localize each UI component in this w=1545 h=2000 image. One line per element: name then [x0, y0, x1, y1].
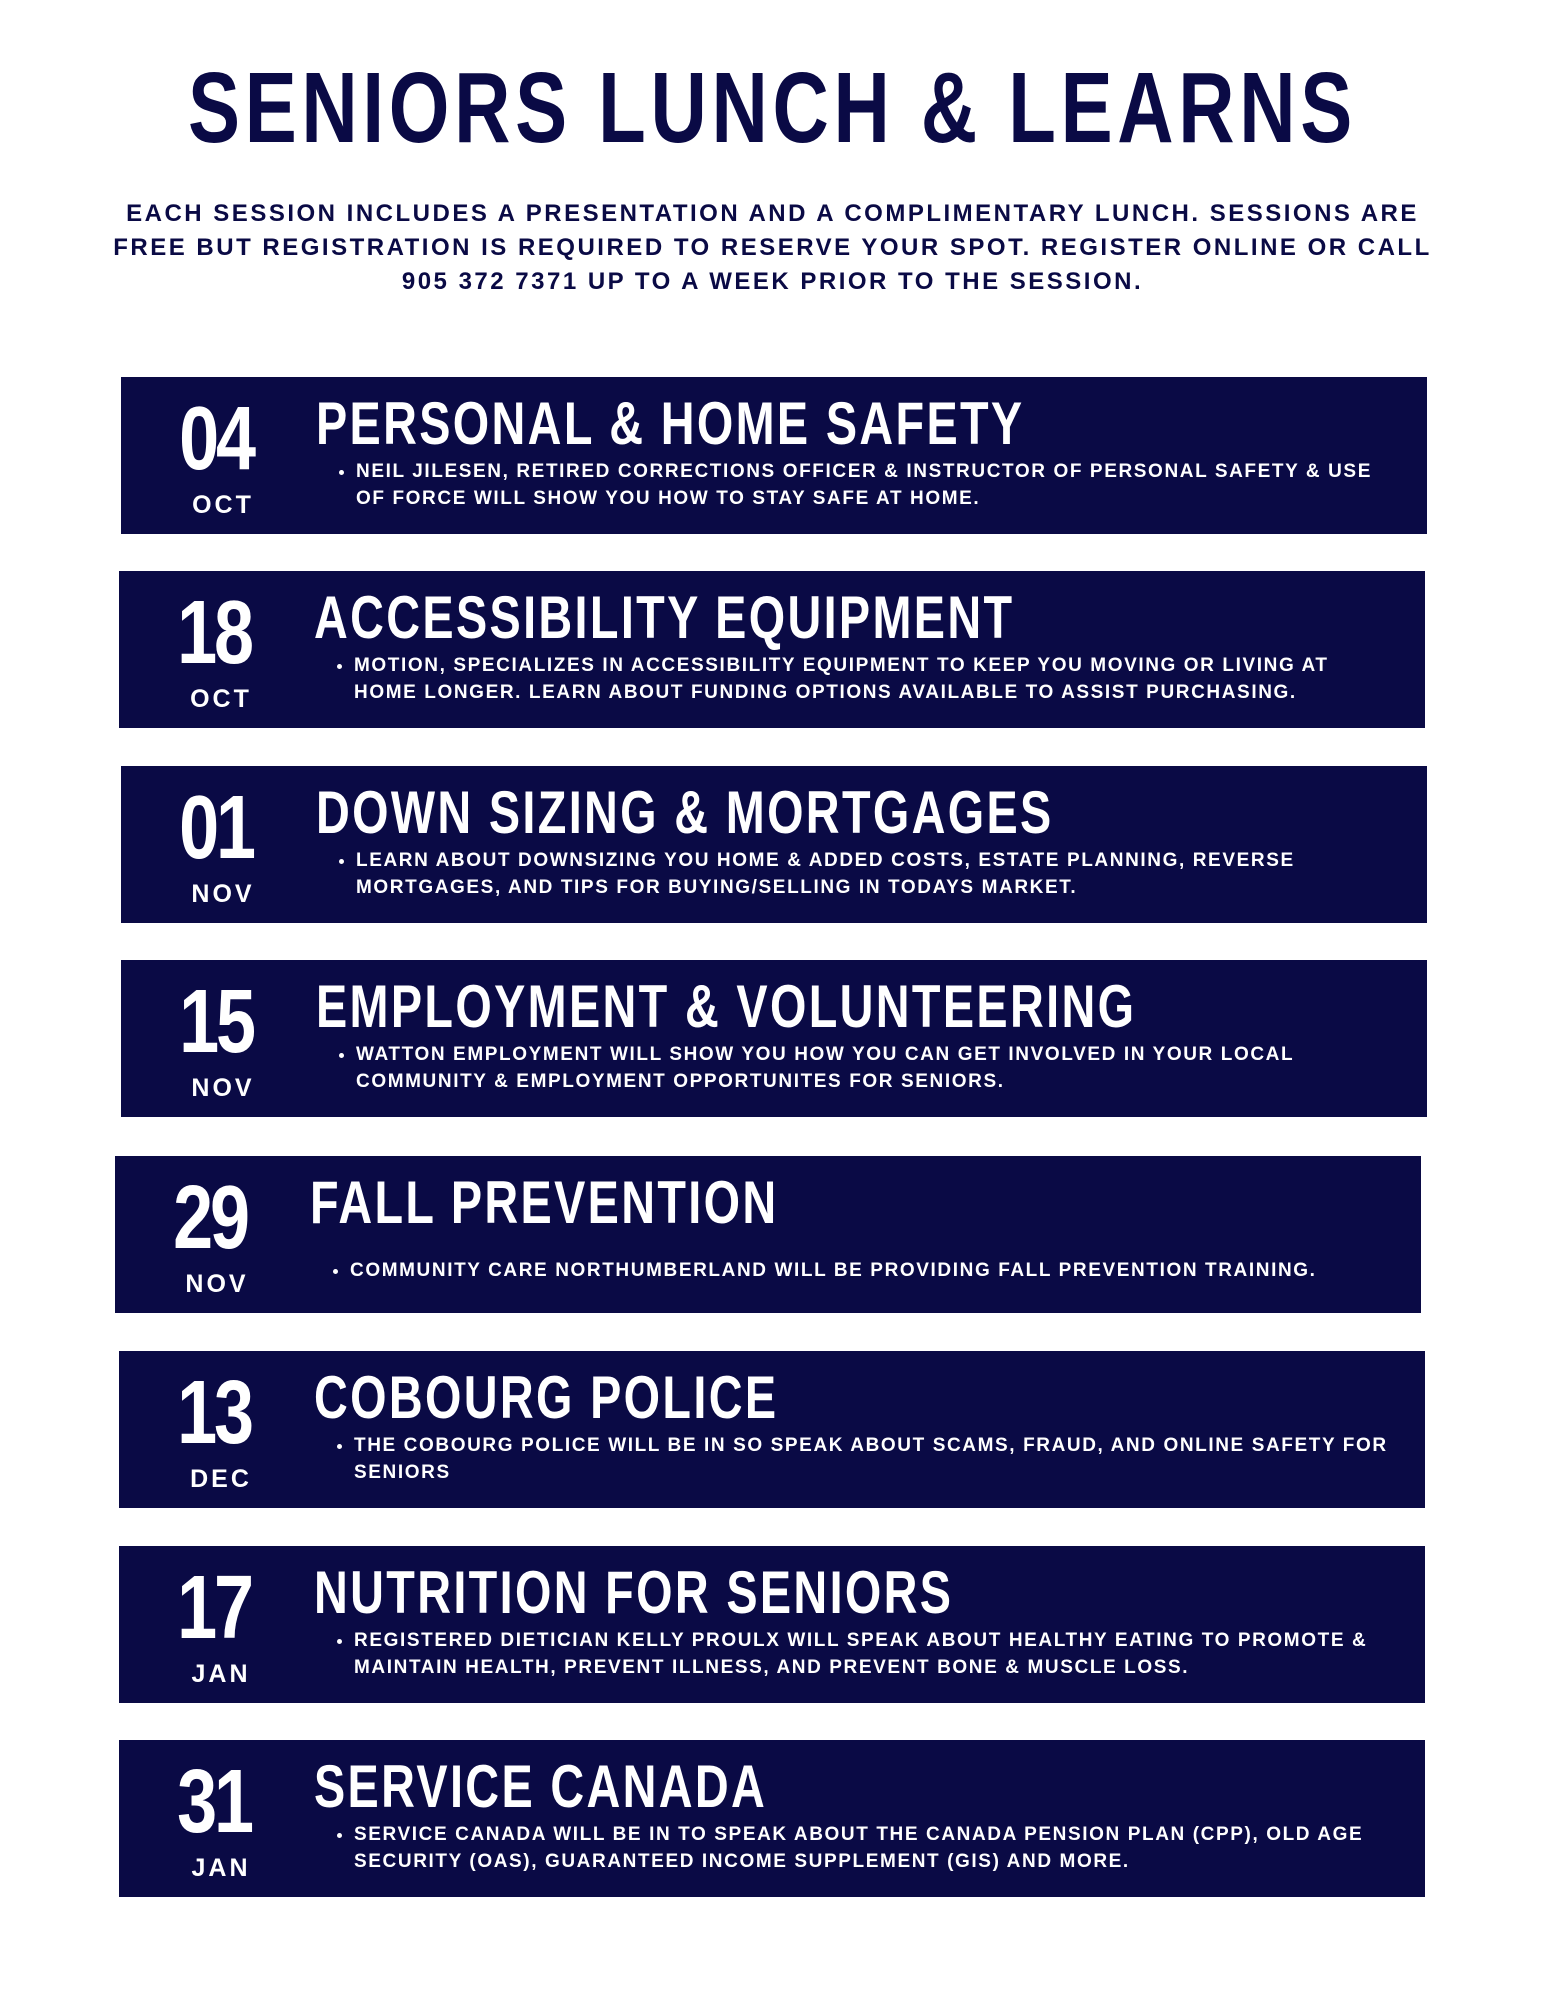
- session-description-list: [334, 1821, 1397, 1875]
- session-card-nov-29: [115, 1156, 1421, 1313]
- session-card-nov-01: [121, 766, 1427, 923]
- session-title: FALL PREVENTION: [310, 1169, 779, 1236]
- session-description: • LEARN ABOUT DOWNSIZING YOU HOME & ADDED COSTS, ESTATE PLANNING, REVERSE MORTGAGES, AND TIPS FOR BUYING/SELLING IN TODAYS MARKET.: [356, 847, 1399, 901]
- session-title: COBOURG POLICE: [314, 1364, 779, 1431]
- page-title: SENIORS LUNCH & LEARNS: [187, 52, 1358, 164]
- session-card-dec-13: [119, 1351, 1425, 1508]
- session-description: • MOTION, SPECIALIZES IN ACCESSIBILITY EQUIPMENT TO KEEP YOU MOVING OR LIVING AT HOME LONGER. LEARN ABOUT FUNDING OPTIONS AVAILABLE TO ASSIST PURCHASING.: [354, 652, 1397, 706]
- session-day: 31: [177, 1752, 251, 1852]
- session-month: JAN: [191, 1854, 251, 1882]
- session-day: 01: [179, 778, 253, 878]
- session-description-list: [334, 652, 1397, 706]
- session-card-oct-04: [121, 377, 1427, 534]
- session-day: 29: [173, 1168, 247, 1268]
- session-card-oct-18: [119, 571, 1425, 728]
- session-title: EMPLOYMENT & VOLUNTEERING: [316, 973, 1137, 1040]
- session-month: NOV: [185, 1270, 249, 1298]
- session-description-list: [336, 847, 1399, 901]
- session-title: SERVICE CANADA: [314, 1753, 768, 1820]
- session-month: OCT: [190, 685, 252, 713]
- session-day: 15: [179, 972, 253, 1072]
- session-title: PERSONAL & HOME SAFETY: [316, 390, 1025, 457]
- session-description-list: [334, 1432, 1397, 1486]
- session-description-list: [330, 1257, 1393, 1284]
- session-day: 17: [177, 1558, 251, 1658]
- session-month: NOV: [191, 880, 255, 908]
- session-title: ACCESSIBILITY EQUIPMENT: [314, 584, 1015, 651]
- session-title: NUTRITION FOR SENIORS: [314, 1559, 954, 1626]
- session-title: DOWN SIZING & MORTGAGES: [316, 779, 1054, 846]
- session-description-list: [336, 1041, 1399, 1095]
- session-description-list: [336, 458, 1399, 512]
- session-month: DEC: [190, 1465, 252, 1493]
- session-description: • WATTON EMPLOYMENT WILL SHOW YOU HOW YOU CAN GET INVOLVED IN YOUR LOCAL COMMUNITY & EMPLOYMENT OPPORTUNITES FOR SENIORS.: [356, 1041, 1399, 1095]
- session-day: 04: [179, 389, 253, 489]
- session-month: OCT: [192, 491, 254, 519]
- session-month: JAN: [191, 1660, 251, 1688]
- session-day: 13: [177, 1363, 251, 1463]
- session-day: 18: [177, 583, 251, 683]
- intro-text: EACH SESSION INCLUDES A PRESENTATION AND A COMPLIMENTARY LUNCH. SESSIONS ARE FREE BUT REGISTRATION IS REQUIRED TO RESERVE YOUR SPOT. REGISTER ONLINE OR CALL 905 372 7371 UP TO A WEEK PRIOR TO THE SESSION.: [113, 200, 1432, 295]
- session-card-jan-17: [119, 1546, 1425, 1703]
- session-description: • COMMUNITY CARE NORTHUMBERLAND WILL BE PROVIDING FALL PREVENTION TRAINING.: [350, 1257, 1393, 1284]
- session-description: • REGISTERED DIETICIAN KELLY PROULX WILL SPEAK ABOUT HEALTHY EATING TO PROMOTE & MAINTAIN HEALTH, PREVENT ILLNESS, AND PREVENT BONE & MUSCLE LOSS.: [354, 1627, 1397, 1681]
- session-card-jan-31: [119, 1740, 1425, 1897]
- session-card-nov-15: [121, 960, 1427, 1117]
- session-description: • SERVICE CANADA WILL BE IN TO SPEAK ABOUT THE CANADA PENSION PLAN (CPP), OLD AGE SECURITY (OAS), GUARANTEED INCOME SUPPLEMENT (GIS) AND MORE.: [354, 1821, 1397, 1875]
- session-description: • NEIL JILESEN, RETIRED CORRECTIONS OFFICER & INSTRUCTOR OF PERSONAL SAFETY & USE OF FORCE WILL SHOW YOU HOW TO STAY SAFE AT HOME.: [356, 458, 1399, 512]
- session-month: NOV: [191, 1074, 255, 1102]
- session-description: • THE COBOURG POLICE WILL BE IN SO SPEAK ABOUT SCAMS, FRAUD, AND ONLINE SAFETY FOR SENIORS: [354, 1432, 1397, 1486]
- session-description-list: [334, 1627, 1397, 1681]
